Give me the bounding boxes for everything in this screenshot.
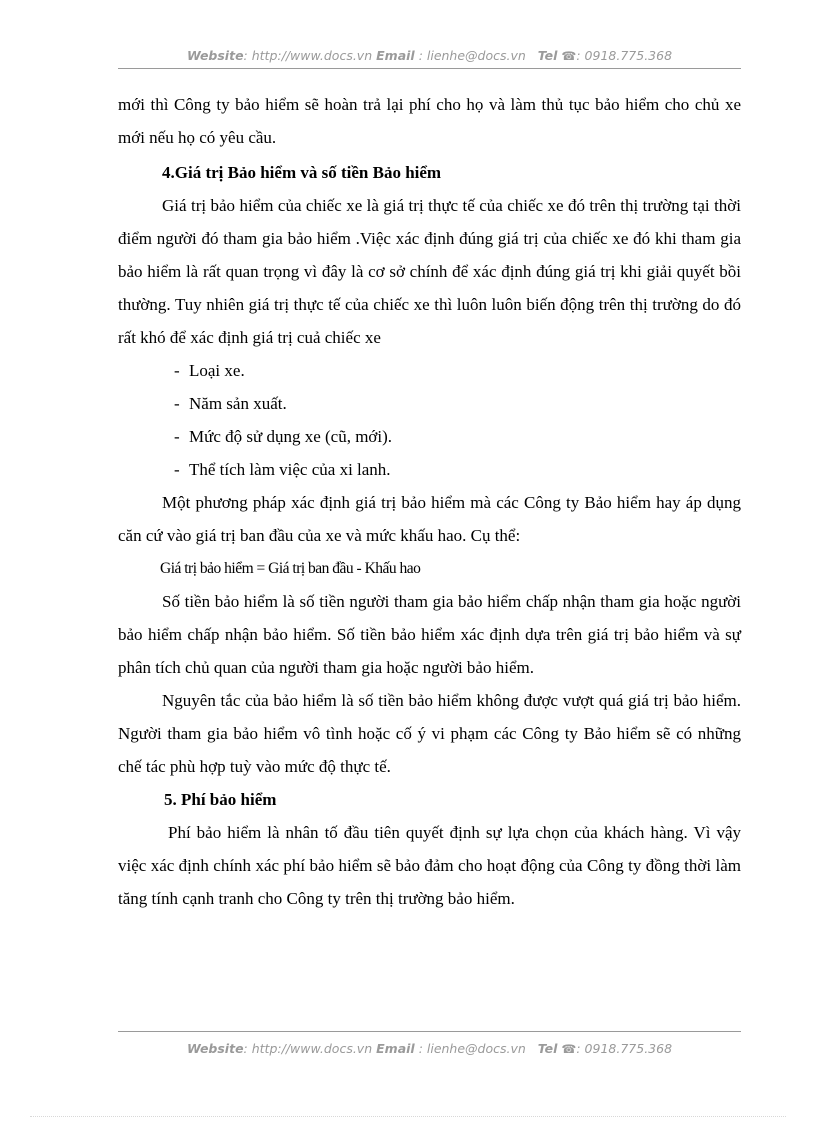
section-heading-4: 4.Giá trị Bảo hiểm và số tiền Bảo hiểm	[162, 163, 442, 182]
header-divider	[118, 68, 741, 69]
footer-website-label: Website	[186, 1041, 244, 1056]
page-bottom-dotted-line	[30, 1116, 786, 1117]
header-email-label: Email	[376, 48, 415, 63]
paragraph-continuation: mới thì Công ty bảo hiểm sẽ hoàn trả lại phí cho họ và làm thủ tục bảo hiểm cho chủ xe mới nếu họ có yêu cầu.	[118, 95, 741, 147]
list-item: - Năm sản xuất.	[174, 394, 287, 413]
list-item-text: Loại xe.	[189, 361, 245, 380]
telephone-icon: ☎	[561, 1042, 577, 1056]
header-tel-label: Tel	[537, 48, 558, 63]
header-tel-value: : 0918.775.368	[576, 48, 673, 63]
page-header	[118, 48, 741, 63]
footer-divider	[118, 1031, 741, 1032]
header-website-link[interactable]: : http://www.docs.vn	[243, 48, 373, 63]
list-item-text: Mức độ sử dụng xe (cũ, mới).	[189, 427, 393, 446]
list-item: - Thể tích làm việc của xi lanh.	[174, 460, 391, 479]
paragraph-insured-value: Giá trị bảo hiểm của chiếc xe là giá trị thực tế của chiếc xe đó trên thị trường tại thời điểm người đó tham gia bảo hiểm .Việc xác định đúng giá trị của chiếc xe đó khi tham gia bảo hiểm là rất quan trọng vì đây là cơ sở chính để xác định đúng giá trị khi giải quyết bồi thường. Tuy nhiên giá trị thực tế của chiếc xe thì luôn luôn biến động trên thị trường do đó rất khó để xác định giá trị cuả chiếc xe	[118, 196, 741, 347]
paragraph-principle: Nguyên tắc của bảo hiểm là số tiền bảo hiểm không được vượt quá giá trị bảo hiểm. Người tham gia bảo hiểm vô tình hoặc cố ý vi phạm các Công ty Bảo hiểm sẽ có những chế tác phù hợp tuỳ vào mức độ thực tế.	[118, 691, 741, 776]
list-item: - Mức độ sử dụng xe (cũ, mới).	[174, 427, 393, 446]
footer-tel-label: Tel	[537, 1041, 558, 1056]
document-body	[118, 88, 741, 915]
page-footer	[118, 1041, 741, 1056]
footer-email-link[interactable]: : lienhe@docs.vn	[418, 1041, 526, 1056]
paragraph-premium: Phí bảo hiểm là nhân tố đầu tiên quyết định sự lựa chọn của khách hàng. Vì vậy việc xác định chính xác phí bảo hiểm sẽ bảo đảm cho hoạt động của Công ty đồng thời làm tăng tính cạnh tranh cho Công ty trên thị trường bảo hiểm.	[118, 823, 741, 908]
paragraph-sum-insured: Số tiền bảo hiểm là số tiền người tham gia bảo hiểm chấp nhận tham gia hoặc người bảo hiểm chấp nhận bảo hiểm. Số tiền bảo hiểm xác định dựa trên giá trị bảo hiểm và sự phân tích chủ quan của người tham gia hoặc người bảo hiểm.	[118, 592, 741, 677]
footer-website-link[interactable]: : http://www.docs.vn	[243, 1041, 373, 1056]
header-email-link[interactable]: : lienhe@docs.vn	[418, 48, 526, 63]
header-website-label: Website	[186, 48, 244, 63]
formula-line: Giá trị bảo hiểm = Giá trị ban đầu - Khấu hao	[160, 560, 421, 577]
list-item: - Loại xe.	[174, 361, 245, 380]
list-item-text: Năm sản xuất.	[189, 394, 287, 413]
list-item-text: Thể tích làm việc của xi lanh.	[189, 460, 391, 479]
footer-tel-value: : 0918.775.368	[576, 1041, 673, 1056]
footer-email-label: Email	[376, 1041, 415, 1056]
section-heading-5: 5. Phí bảo hiểm	[164, 790, 277, 809]
telephone-icon: ☎	[561, 49, 577, 63]
paragraph-method: Một phương pháp xác định giá trị bảo hiểm mà các Công ty Bảo hiểm hay áp dụng căn cứ vào giá trị ban đầu của xe và mức khấu hao. Cụ thể:	[118, 493, 741, 545]
